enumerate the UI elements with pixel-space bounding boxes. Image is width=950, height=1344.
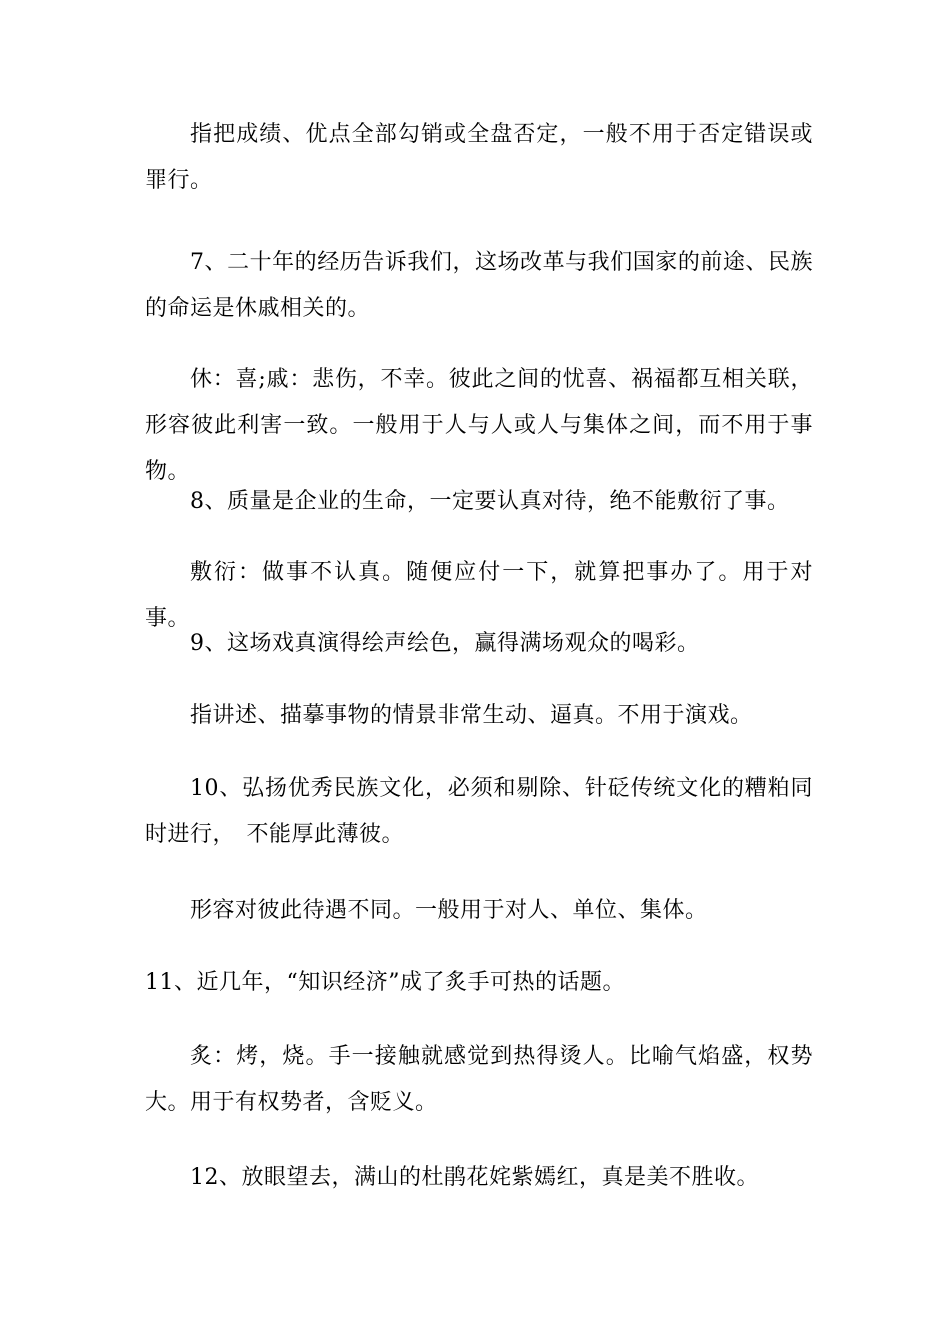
paragraph-10: 11、近几年，“知识经济”成了炙手可热的话题。: [145, 970, 625, 995]
paragraph-11: 炙：烤，烧。手一接触就感觉到热得烫人。比喻气焰盛，权势大。用于有权势者，含贬义。: [145, 1044, 813, 1115]
paragraph-1: 指把成绩、优点全部勾销或全盘否定，一般不用于否定错误或罪行。: [145, 122, 813, 193]
paragraph-2: 7、二十年的经历告诉我们，这场改革与我们国家的前途、民族的命运是休戚相关的。: [145, 250, 813, 321]
paragraph-6: 9、这场戏真演得绘声绘色，赢得满场观众的喝彩。: [190, 631, 700, 656]
paragraph-4: 8、质量是企业的生命，一定要认真对待，绝不能敷衍了事。: [190, 489, 790, 514]
paragraph-3: 休：喜;戚：悲伤，不幸。彼此之间的忧喜、祸福都互相关联，形容彼此利害一致。一般用于人与人或人与集体之间，而不用于事物。: [145, 367, 813, 484]
paragraph-7: 指讲述、描摹事物的情景非常生动、逼真。不用于演戏。: [190, 703, 753, 728]
paragraph-9: 形容对彼此待遇不同。一般用于对人、单位、集体。: [190, 898, 708, 923]
paragraph-12: 12、放眼望去，满山的杜鹃花姹紫嫣红，真是美不胜收。: [190, 1165, 759, 1190]
paragraph-5: 敷衍：做事不认真。随便应付一下，就算把事办了。用于对事。: [145, 560, 813, 631]
paragraph-8: 10、弘扬优秀民族文化，必须和剔除、针砭传统文化的糟粕同时进行， 不能厚此薄彼。: [145, 776, 813, 847]
